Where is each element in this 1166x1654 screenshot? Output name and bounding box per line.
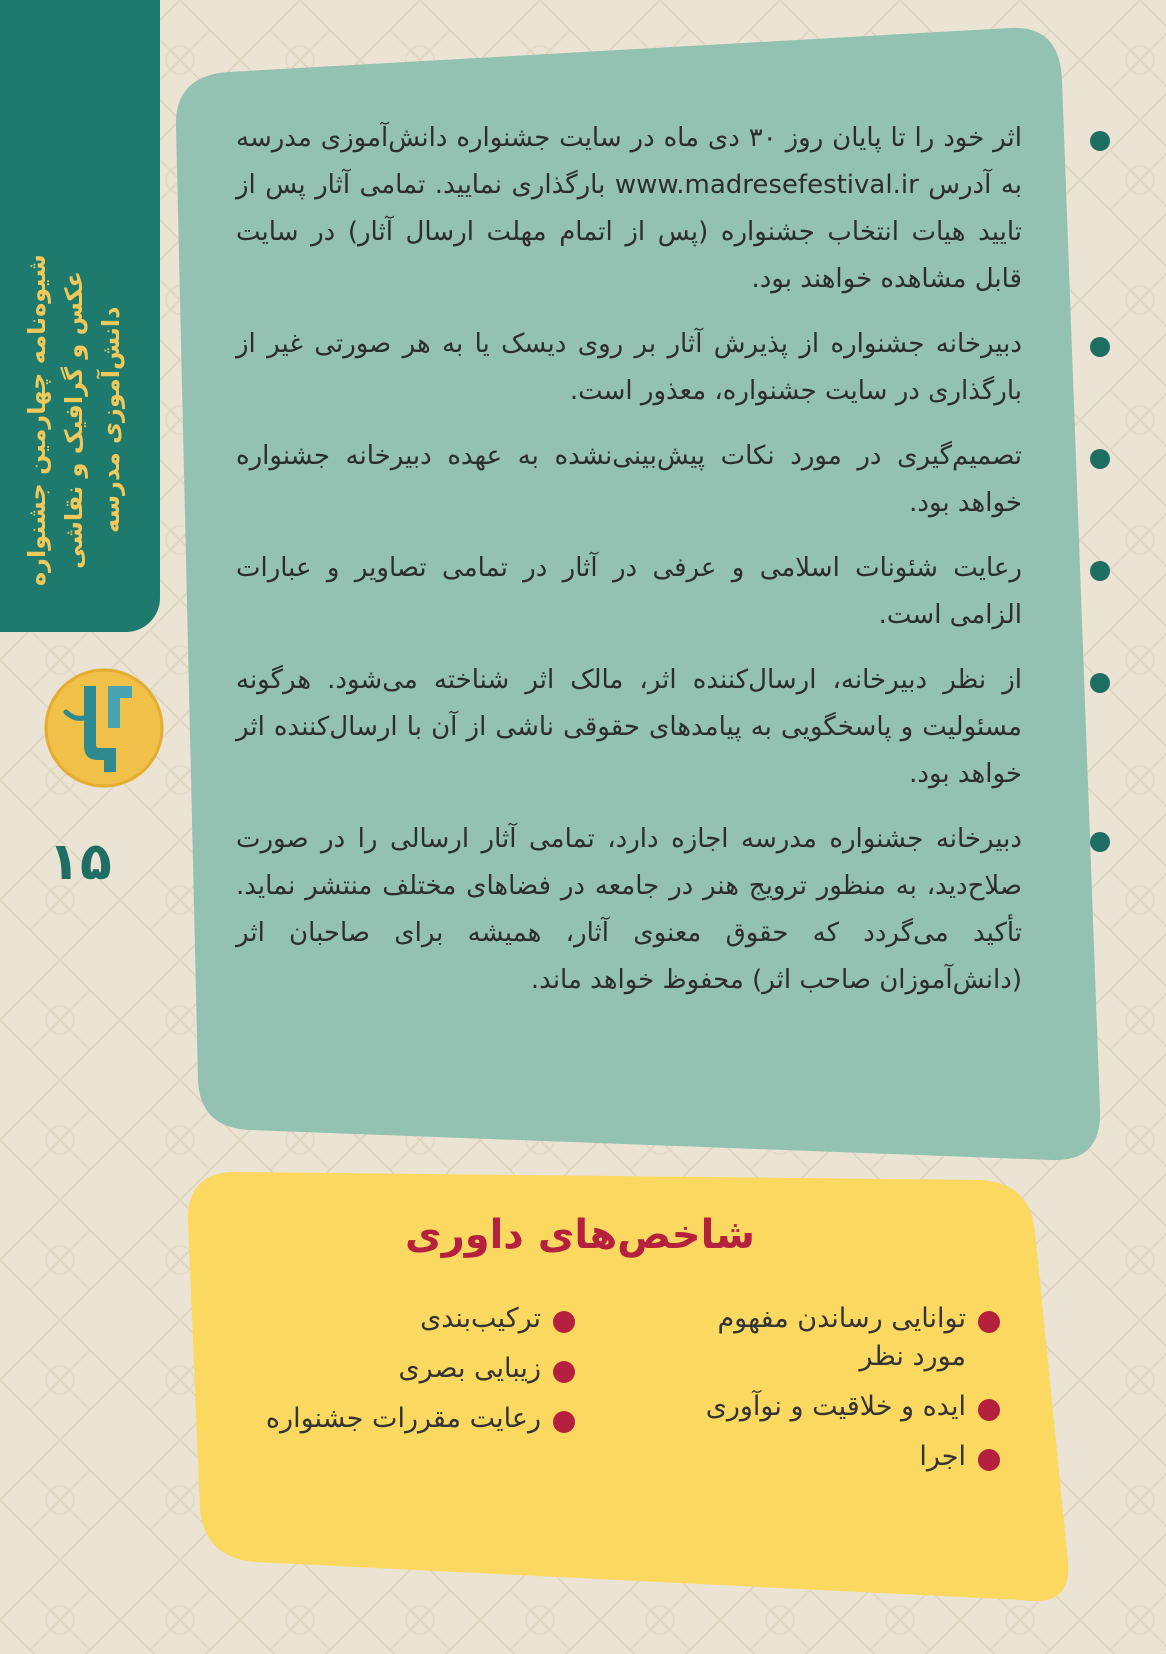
rule-item: دبیرخانه جشنواره از پذیرش آثار بر روی دیسک یا به هر صورتی غیر از بارگذاری در سایت جشنواره، معذور است. (236, 321, 1066, 415)
rule-item: از نظر دبیرخانه، ارسال‌کننده اثر، مالک اثر شناخته می‌شود. هرگونه مسئولیت و پاسخگویی به پیامدهای حقوقی ناشی از آن با ارسال‌کننده اثر خواهد بود. (236, 657, 1066, 798)
page-number: ۱۵ (48, 832, 112, 892)
criteria-item: توانایی رساندن مفهوم مورد نظر (660, 1300, 1000, 1376)
criteria-list-left (220, 1300, 575, 1450)
rule-item: رعایت شئونات اسلامی و عرفی در آثار در تمامی تصاویر و عبارات الزامی است. (236, 545, 1066, 639)
criteria-title: شاخص‌های داوری (405, 1212, 755, 1258)
bullet-icon (978, 1449, 1000, 1471)
side-title: شیوه‌نامه چهارمین جشنواره عکس و گرافیک و نقاشی دانش‌آموزی مدرسه (23, 254, 125, 586)
bullet-icon (978, 1399, 1000, 1421)
criteria-item: ایده و خلاقیت و نوآوری (660, 1388, 1000, 1426)
bullet-icon (553, 1361, 575, 1383)
criteria-item: اجرا (660, 1438, 1000, 1476)
rule-item: دبیرخانه جشنواره مدرسه اجازه دارد، تمامی آثار ارسالی را در صورت صلاح‌دید، به منظور ترویج هنر در جامعه در فضاهای مختلف منتشر نماید. تأکید می‌گردد که حقوق معنوی آثار، همیشه برای صاحبان اثر (دانش‌آموزان صاحب اثر) محفوظ خواهد ماند. (236, 816, 1066, 1004)
bullet-icon (553, 1311, 575, 1333)
bullet-icon (978, 1311, 1000, 1333)
criteria-item: ترکیب‌بندی (220, 1300, 575, 1338)
criteria-item: رعایت مقررات جشنواره (220, 1400, 575, 1438)
criteria-list-right (660, 1300, 1000, 1488)
criteria-item: زیبایی بصری (220, 1350, 575, 1388)
rule-item: اثر خود را تا پایان روز ۳۰ دی ماه در سایت جشنواره دانش‌آموزی مدرسه به آدرس www.madresefestival.ir بارگذاری نمایید. تمامی آثار پس از تایید هیات انتخاب جشنواره (پس از اتمام مهلت ارسال آثار) در سایت قابل مشاهده خواهند بود. (236, 115, 1066, 303)
bullet-icon (553, 1411, 575, 1433)
rule-item: تصمیم‌گیری در مورد نکات پیش‌بینی‌نشده به عهده دبیرخانه جشنواره خواهد بود. (236, 433, 1066, 527)
